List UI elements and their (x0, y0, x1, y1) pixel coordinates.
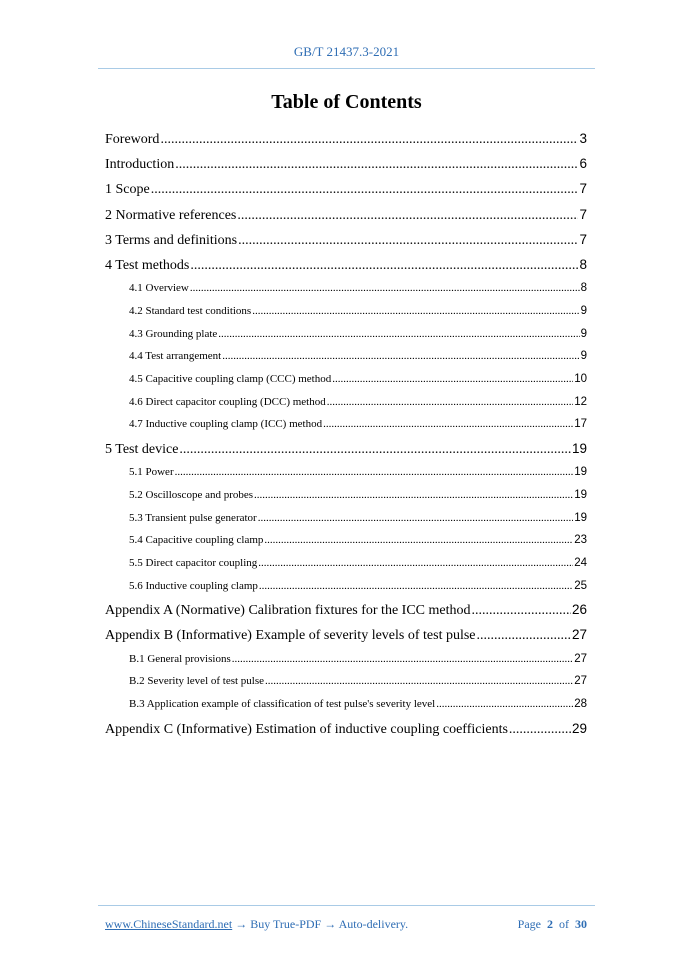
toc-entry[interactable] (105, 575, 587, 598)
dot-leader (471, 598, 570, 622)
buy-link[interactable]: Buy True-PDF (250, 917, 322, 931)
toc-entry-label: 5 Test device (105, 441, 179, 457)
toc-entry-page: 7 (579, 181, 587, 197)
toc-entry-label: B.1 General provisions (129, 652, 231, 665)
page-number (518, 917, 587, 932)
running-header: GB/T 21437.3-2021 (293, 44, 400, 59)
dot-leader (436, 693, 573, 716)
toc-entry[interactable] (105, 300, 587, 323)
toc-entry[interactable] (105, 176, 587, 201)
delivery-text: Auto-delivery. (338, 917, 409, 931)
toc-entry-page: 19 (571, 440, 587, 456)
dot-leader (175, 152, 578, 176)
toc-entry-label: Appendix A (Normative) Calibration fixtures for the ICC method (105, 603, 471, 619)
dot-leader (190, 277, 580, 300)
toc-entry-label: 4.6 Direct capacitor coupling (DCC) method (129, 395, 326, 408)
toc-entry-label: Foreword (105, 132, 160, 147)
toc-entry[interactable] (105, 436, 587, 461)
dot-leader (254, 484, 573, 507)
toc-entry-page: 23 (574, 534, 587, 547)
toc-entry-label: 5.5 Direct capacitor coupling (129, 556, 258, 569)
header-divider (98, 68, 595, 69)
site-link[interactable]: www.ChineseStandard.net (105, 917, 233, 931)
dot-leader (218, 323, 579, 346)
toc-entry-label: 4.2 Standard test conditions (129, 304, 252, 317)
dot-leader (190, 253, 578, 277)
toc-entry-page: 26 (571, 602, 587, 618)
dot-leader (258, 552, 573, 575)
toc-entry[interactable] (105, 345, 587, 368)
toc-entry-label: 5.4 Capacitive coupling clamp (129, 534, 264, 547)
total-pages: 30 (575, 917, 587, 931)
toc-entry-page: 27 (571, 627, 587, 643)
toc-entry-page: 10 (574, 372, 587, 385)
footer-divider (98, 905, 595, 906)
toc-entry[interactable] (105, 484, 587, 507)
toc-entry-page: 9 (580, 350, 587, 363)
toc-entry[interactable] (105, 391, 587, 414)
toc-entry[interactable] (105, 202, 587, 227)
toc-entry-label: 5.1 Power (129, 466, 174, 479)
toc-entry-page: 19 (574, 466, 587, 479)
page-footer (105, 917, 587, 932)
toc-entry-label: 3 Terms and definitions (105, 232, 238, 248)
toc-entry-label: 4 Test methods (105, 257, 190, 273)
toc-entry-label: B.2 Severity level of test pulse (129, 675, 265, 688)
toc-entry-page: 25 (574, 579, 587, 592)
dot-leader (323, 413, 573, 436)
dot-leader (252, 300, 579, 323)
toc-entry[interactable] (105, 277, 587, 300)
toc-entry-page: 8 (579, 256, 587, 272)
toc-entry[interactable] (105, 670, 587, 693)
toc-entry-page: 7 (579, 206, 587, 222)
toc-entry-label: 4.5 Capacitive coupling clamp (CCC) method (129, 372, 332, 385)
toc-entry-page: 9 (580, 304, 587, 317)
toc-entry-label: 4.3 Grounding plate (129, 327, 218, 340)
toc-entry-label: Appendix C (Informative) Estimation of inductive coupling coefficients (105, 721, 508, 737)
toc-entry[interactable] (105, 323, 587, 346)
toc-entry-page: 17 (574, 418, 587, 431)
toc-entry-label: Introduction (105, 157, 175, 173)
toc-entry[interactable] (105, 368, 587, 391)
toc-entry-label: 5.6 Inductive coupling clamp (129, 579, 258, 592)
toc-entry[interactable] (105, 622, 587, 647)
footer-promo (105, 917, 408, 932)
dot-leader (179, 437, 571, 461)
page-word: Page (517, 917, 541, 931)
toc-entry[interactable] (105, 529, 587, 552)
dot-leader (477, 623, 571, 647)
dot-leader (258, 507, 574, 530)
current-page: 2 (547, 917, 553, 931)
dot-leader (265, 670, 573, 693)
toc-entry[interactable] (105, 252, 587, 277)
toc-entry-page: 7 (579, 231, 587, 247)
toc-entry-page: 8 (580, 282, 587, 295)
dot-leader (151, 177, 579, 201)
toc-entry[interactable] (105, 693, 587, 716)
toc-entry-page: 19 (574, 511, 587, 524)
toc-entry-page: 27 (574, 652, 587, 665)
toc-entry-page: 9 (580, 327, 587, 340)
toc-entry[interactable] (105, 716, 587, 741)
toc-entry-page: 29 (571, 720, 587, 736)
toc-entry-page: 28 (574, 698, 587, 710)
dot-leader (222, 345, 579, 368)
toc-entry-page: 6 (579, 156, 587, 172)
page-title: Table of Contents (271, 91, 422, 113)
dot-leader (237, 203, 578, 227)
dot-leader (327, 391, 573, 414)
toc-entry-label: 1 Scope (105, 182, 150, 198)
toc-entry[interactable] (105, 461, 587, 484)
toc-entry[interactable] (105, 507, 587, 530)
dot-leader (332, 368, 573, 391)
toc-entry-label: 4.7 Inductive coupling clamp (ICC) method (129, 418, 323, 431)
toc-entry-label: B.3 Application example of classification of test pulse's severity level (129, 698, 436, 710)
of-word: of (559, 917, 569, 931)
arrow-icon: → (324, 917, 337, 931)
toc-entry-label: 2 Normative references (105, 207, 237, 223)
table-of-contents (105, 126, 587, 741)
toc-entry-page: 24 (574, 556, 587, 569)
toc-entry[interactable] (105, 597, 587, 622)
dot-leader (238, 228, 578, 252)
toc-entry-label: 5.3 Transient pulse generator (129, 511, 257, 524)
toc-entry[interactable] (105, 151, 587, 176)
toc-entry[interactable] (105, 552, 587, 575)
arrow-icon: → (235, 917, 248, 931)
dot-leader (509, 717, 571, 741)
toc-entry-page: 19 (574, 488, 587, 501)
toc-entry-page: 27 (574, 675, 587, 688)
toc-entry-label: 5.2 Oscilloscope and probes (129, 488, 254, 501)
dot-leader (232, 648, 573, 671)
dot-leader (175, 461, 574, 484)
toc-entry-label: Appendix B (Informative) Example of severity levels of test pulse (105, 628, 476, 644)
toc-entry[interactable] (105, 126, 587, 151)
toc-entry-label: 4.4 Test arrangement (129, 350, 222, 363)
toc-entry[interactable] (105, 227, 587, 252)
dot-leader (259, 575, 573, 598)
toc-entry-page: 12 (574, 395, 587, 408)
dot-leader (160, 127, 578, 151)
dot-leader (264, 529, 573, 552)
toc-entry-label: 4.1 Overview (129, 282, 189, 295)
toc-entry-page: 3 (579, 131, 587, 146)
toc-entry[interactable] (105, 648, 587, 671)
toc-entry[interactable] (105, 413, 587, 436)
